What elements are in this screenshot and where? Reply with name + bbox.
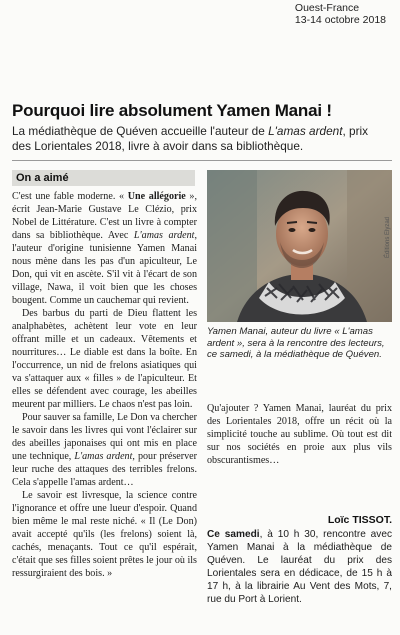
paragraph-4: Le savoir est livresque, la science contre l'ignorance et offre une lueur d'espoir. Quand bien même le mal reste niché. « Il (Le Don) avait accepté qu'ils (les frelons) soient là, cachés, menaçants. Tout ce qu'il espérait, c'était que ses filles soient prêtes le jour où ils ressurgiraient des bois. » <box>12 490 197 579</box>
source-block <box>295 2 386 26</box>
lede-after: , prix des Lorientales 2018, livre à avoir dans sa bibliothèque. <box>12 124 369 153</box>
article-headline: Pourquoi lire absolument Yamen Manai ! <box>12 101 332 120</box>
event-info-text: , à 10 h 30, rencontre avec Yamen Manai à la médiathèque de Quéven. Le lauréat du prix des Lorientales sera en dédicace, de 15 h à 17 h, à la librairie Au Vent des Mots, 7, rue du Port à Lorient. <box>207 529 392 605</box>
article-lede <box>12 124 390 154</box>
paragraph-5: Qu'ajouter ? Yamen Manai, lauréat du prix des Lorientales 2018, offre un récit où la simplicité touche au sublime. Où tout est dit sur nos sociétés en proie aux plus vils obscurantismes… <box>207 403 392 466</box>
author-portrait-image <box>207 170 392 322</box>
p1-text-a: C'est une fable moderne. « <box>12 191 128 202</box>
author-signature: Loïc TISSOT. <box>327 514 392 526</box>
event-info-label: Ce samedi <box>207 529 260 540</box>
paragraph-1 <box>12 190 197 307</box>
section-label: On a aimé <box>12 170 195 186</box>
section-divider <box>12 160 392 161</box>
p3-book-title: L'amas ardent <box>74 451 133 462</box>
p1-quote-bold: Une allégorie <box>127 191 186 202</box>
p3-text-a: Pour sauver sa famille, Le Don va chercher le savoir dans les livres qui vont l'éclairer sur des abeilles japonaises qui ont mis en place une technique, <box>12 412 197 462</box>
p1-text-e: , l'auteur d'origine tunisienne Yamen Manai nous mène dans les pas d'un apiculteur, Le Don, qui vit en ascète. S'il vit à l'écart de son village, Nawa, il voit bien que les choses bougent. Comme un cauchemar qui revient. <box>12 230 197 306</box>
photo-credit: Éditions Elyzad <box>385 216 391 258</box>
paragraph-3 <box>12 411 197 489</box>
source-name: Ouest-France <box>294 2 360 14</box>
lede-before: La médiathèque de Quéven accueille l'auteur de <box>12 124 269 138</box>
photo-caption: Yamen Manai, auteur du livre « L'amas ardent », sera à la rencontre des lecteurs, ce samedi, à la médiathèque de Quéven. <box>207 326 385 360</box>
author-photo <box>207 170 392 322</box>
event-info <box>207 528 392 606</box>
p1-book-title: L'amas ardent <box>133 230 195 241</box>
lede-book-title: L'amas ardent <box>268 124 343 138</box>
p1-text-c: », écrit Jean-Marie Gustave Le Clézio, prix Nobel de Littérature. C'est un livre à compter dans sa bibliothèque. Avec <box>12 191 197 241</box>
p3-text-c: , pour préserver leur ruche des attaques des terribles frelons. Cela s'appelle l'amas ardent… <box>12 451 197 488</box>
article-column-left <box>12 190 197 630</box>
paragraph-2: Des barbus du parti de Dieu flattent les analphabètes, achètent leur vote en leur offrant mille et un cadeaux. Vêtements et nourritures… Le diable est dans la boîte. En l'occurrence, un nid de frelons asiatiques qui va s'attaquer aux « filles » de l'apiculteur. Et elles se défendent avec courage, les abeilles meurent par milliers. Le chaos n'est pas loin. <box>12 308 197 410</box>
source-date: 13-14 octobre 2018 <box>294 14 386 26</box>
